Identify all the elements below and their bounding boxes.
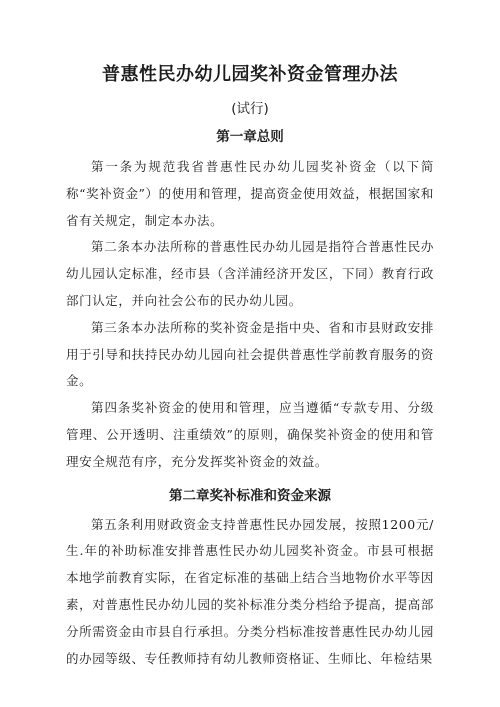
chapter-heading: 第二章奖补标准和资金来源 bbox=[169, 487, 331, 504]
chapter-heading: 第一章总则 bbox=[216, 129, 284, 145]
document-subtitle: (试行) bbox=[231, 101, 269, 117]
document-title: 普惠性民办幼儿园奖补资金管理办法 bbox=[102, 64, 398, 85]
article-paragraph: 第五条利用财政资金支持普惠性民办园发展，按照1200元/生.年的补助标准安排普惠性民办幼儿园奖补资金。市县可根据本地学前教育实际，在省定标准的基础上结合当地物价水平等因素，对普惠性民办幼儿园的奖补标准分类分档给予提高，提高部分所需资金由市县自行承担。分类分档标准按普惠性民办幼儿园的办园等级、专任教师持有幼儿教师资格证、生师比、年检结果 bbox=[66, 516, 434, 666]
article-paragraph: 第一条为规范我省普惠性民办幼儿园奖补资金（以下简称“奖补资金”）的使用和管理，提高资金使用效益，根据国家和省有关规定，制定本办法。 bbox=[66, 159, 434, 228]
article-paragraph: 第三条本办法所称的奖补资金是指中央、省和市县财政安排用于引导和扶持民办幼儿园向社会提供普惠性学前教育服务的资金。 bbox=[66, 319, 434, 389]
article-paragraph: 第二条本办法所称的普惠性民办幼儿园是指符合普惠性民办幼儿园认定标准，经市县（含洋浦经济开发区，下同）教育行政部门认定，并向社会公布的民办幼儿园。 bbox=[66, 239, 434, 308]
article-paragraph: 第四条奖补资金的使用和管理，应当遵循“专款专用、分级管理、公开透明、注重绩效”的原则，确保奖补资金的使用和管理安全规范有序，充分发挥奖补资金的效益。 bbox=[66, 400, 434, 469]
